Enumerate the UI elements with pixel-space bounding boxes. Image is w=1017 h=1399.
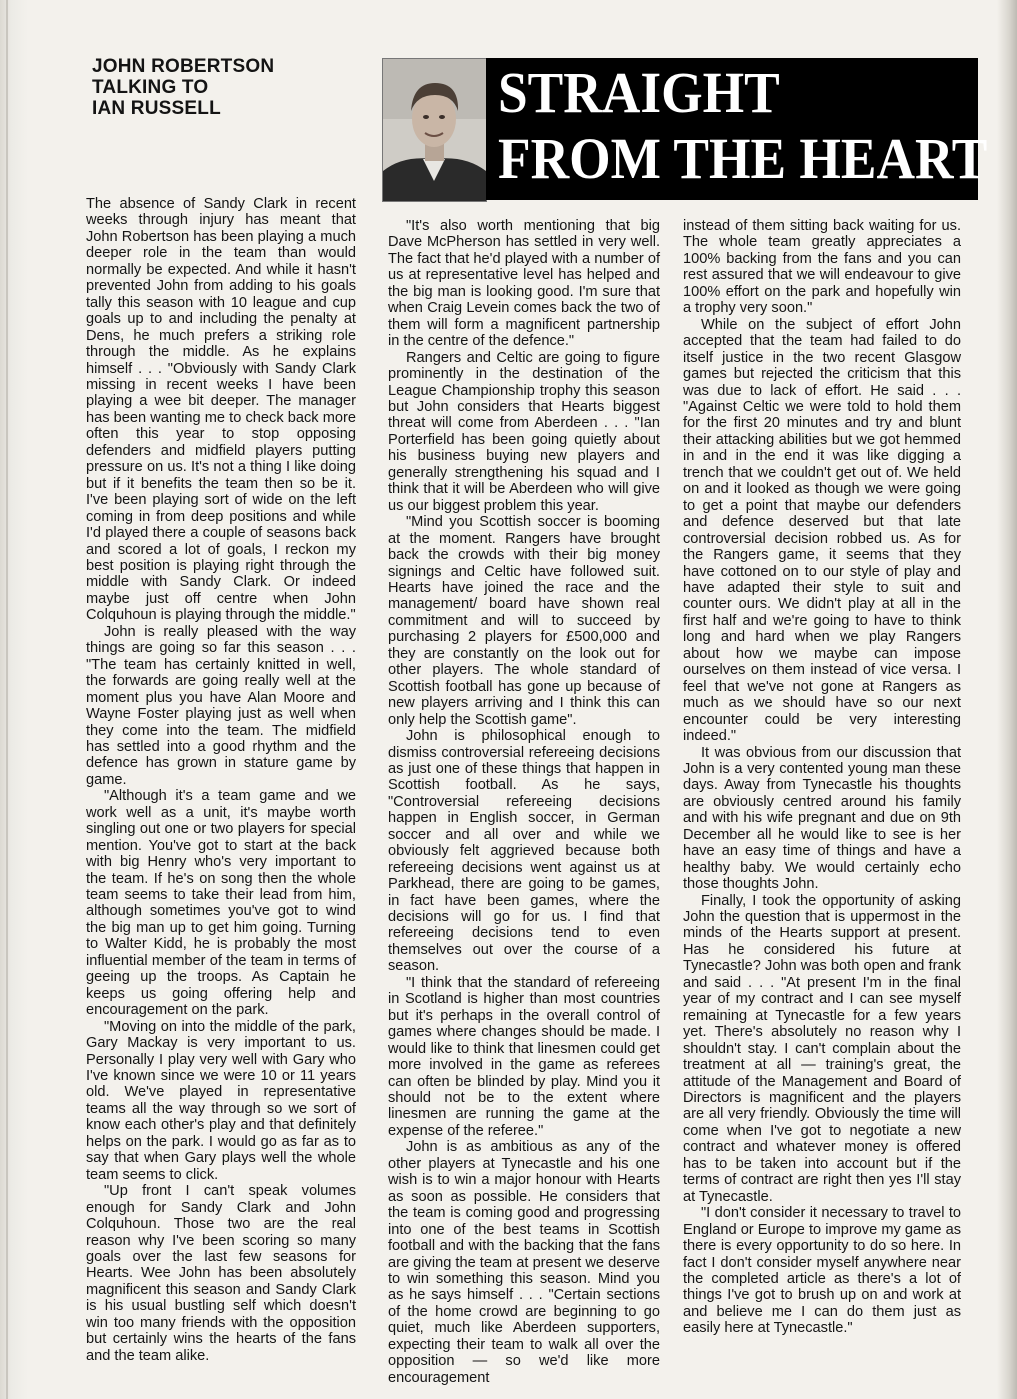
player-portrait-photo xyxy=(382,58,487,202)
article-column-2 xyxy=(388,218,660,1386)
paragraph: "It's also worth mentioning that big Dave McPherson has settled in very well. The fact that he'd played with a number of us at representative level has helped and the big man is looking good. I'm sure that when Craig Levein comes back the two of them will form a magnificent partnership in the centre of the defence." xyxy=(388,218,660,350)
byline-line-2: TALKING TO xyxy=(92,77,209,98)
paragraph: "Moving on into the middle of the park, Gary Mackay is very important to us. Personally I play very well with Gary who I've known since we were 10 or 11 years old. We've played in representative teams all the way through so we sort of know each other's play and that definitely helps on the park. I would go as far as to say that when Gary plays well the whole team seems to click. xyxy=(86,1018,356,1183)
paragraph: "Although it's a team game and we work well as a unit, it's maybe worth singling out one or two players for special mention. You've got to start at the back with big Henry who's very important to the team. If he's on song then the whole team seems to take their lead from him, although sometimes you've got to wind the big man up to get him going. Turning to Walter Kidd, he is probably the most influential member of the team in terms of geeing up the troops. As Captain he keeps us going offering help and encouragement on the park. xyxy=(86,788,356,1019)
article-column-3 xyxy=(683,218,961,1337)
paragraph: While on the subject of effort John accepted that the team had failed to do itself justice in the two recent Glasgow games but rejected the criticism that this was due to lack of effort. He said . . . "Against Celtic we were told to hold them for the first 20 minutes and try and blunt their attacking abilities but we got hemmed in and in the end it was like digging a trench that we couldn't get out of. We held on and it looked as though we were going to get a point that maybe our defenders and defence deserved but that late controversial decision robbed us. As for the Rangers game, it seems that they have cottoned on to our style of play and have adapted their style to suit and counter ours. We didn't play at all in the first half and we're going to have to think long and hard when we play Rangers about how we maybe can impose ourselves on them instead of vice versa. I feel that we've not gone at Rangers as much as we should have so our next encounter could be very interesting indeed." xyxy=(683,316,961,745)
page-binding-line xyxy=(6,0,8,1399)
headline-line-2: FROM THE HEART xyxy=(498,126,988,191)
page-spine-shadow xyxy=(0,0,28,1399)
page-edge-shadow xyxy=(997,0,1017,1399)
paragraph: "I think that the standard of refereeing in Scotland is higher than most countries but it's perhaps in the overall control of games where changes should be made. I would like to think that linesmen could get more involved in the game as referees can often be blinded by play. Mind you it should not be to the extent where linesmen are running the game at the expense of the referee." xyxy=(388,974,660,1139)
paragraph: John is philosophical enough to dismiss controversial refereeing decisions as just one of these things that happen in Scottish football. As he says, "Controversial refereeing decisions happen in English soccer, in German soccer and all over and while we obviously felt aggrieved because both refereeing decisions went against us at Parkhead, there are going to be games, in fact have been games, where the decisions will go for us. I find that refereeing decisions tend to even themselves out over the course of a season. xyxy=(388,728,660,975)
byline-line-1: JOHN ROBERTSON xyxy=(92,56,275,77)
portrait-illustration xyxy=(383,59,486,201)
paragraph: The absence of Sandy Clark in recent weeks through injury has meant that John Robertson has been playing a much deeper role in the team than would normally be expected. And while it hasn't prevented John from adding to his goals tally this season with 10 league and cup goals up to and including the penalty at Dens, he much prefers a striking role through the middle. As he explains himself . . . "Obviously with Sandy Clark missing in recent weeks I have been playing a wee bit deeper. The manager has been wanting me to check back more often this year to stop opposing defenders and midfield players putting pressure on us. It's not a thing I like doing but if it benefits the team then so be it. I've been playing sort of wide on the left coming in from deep positions and while I'd played there a couple of seasons back and scored a lot of goals, I reckon my best position is playing right through the middle with Sandy Clark. Or indeed maybe just off centre when John Colquhoun is playing through the middle." xyxy=(86,196,356,624)
byline-line-3: IAN RUSSELL xyxy=(92,98,221,119)
paragraph: "I don't consider it necessary to travel to England or Europe to improve my game as there is every opportunity to do so here. In fact I don't consider myself anywhere near the completed article as there's a lot of things I've got to brush up on and work at and believe me I can do them just as easily here at Tynecastle." xyxy=(683,1205,961,1337)
paragraph: John is really pleased with the way things are going so far this season . . . "The team has certainly knitted in well, the forwards are going really well at the moment plus you have Alan Moore and Wayne Foster playing just as well when they come into the team. The midfield has settled into a good rhythm and the defence has grown in stature game by game. xyxy=(86,623,356,788)
paragraph: "Mind you Scottish soccer is booming at the moment. Rangers have brought back the crowds with their big money signings and Celtic have followed suit. Hearts have joined the race and the management/ board have shown real commitment and will to succeed by purchasing 2 players for £500,000 and they are constantly on the look out for other players. The whole standard of Scottish football has gone up because of new players arriving and I think this can only help the Scottish game". xyxy=(388,514,660,728)
paragraph: Finally, I took the opportunity of asking John the question that is uppermost in the minds of the Hearts support at present. Has he considered his future at Tynecastle? John was both open and frank and said . . . "At present I'm in the final year of my contract and I can see myself remaining at Tynecastle for a few years yet. There's absolutely no reason why I shouldn't stay. I can't complain about the treatment at all — training's great, the attitude of the Management and Board of Directors is magnificent and the players are all very friendly. Obviously the time will come when I've got to negotiate a new contract and whatever money is offered has to be taken into account but if the terms of contract are right then yes I'll stay at Tynecastle. xyxy=(683,892,961,1205)
paragraph: instead of them sitting back waiting for us. The whole team greatly appreciates a 100% backing from the fans and you can rest assured that we will endeavour to give 100% effort on the park and hopefully win a trophy very soon." xyxy=(683,218,961,317)
paragraph: "Up front I can't speak volumes enough for Sandy Clark and John Colquhoun. Those two are the real reason why I've been scoring so many goals over the last few seasons for Hearts. Wee John has been absolutely magnificent this season and Sandy Clark is his usual bustling self which doesn't win too many friends with the opposition but certainly wins the hearts of the fans and the team alike. xyxy=(86,1183,356,1364)
paragraph: John is as ambitious as any of the other players at Tynecastle and his one wish is to win a major honour with Hearts as soon as possible. He considers that the team is coming good and progressing into one of the best teams in Scottish football and with the backing that the fans are giving the team at present we deserve to win something this season. Mind you as he says himself . . . "Certain sections of the home crowd are beginning to go quiet, much like Aberdeen supporters, expecting their team to walk all over the opposition — so we'd like more encouragement xyxy=(388,1139,660,1386)
article-headline xyxy=(486,58,988,200)
byline xyxy=(92,56,292,119)
paragraph: It was obvious from our discussion that John is a very contented young man these days. Away from Tynecastle his thoughts are obviously centred around his family and with his wife pregnant and due on 9th December all he would like to see is her have an easy time of things and have a healthy baby. We would certainly echo those thoughts John. xyxy=(683,744,961,893)
paragraph: Rangers and Celtic are going to figure prominently in the destination of the League Championship trophy this season but John considers that Hearts biggest threat will come from Aberdeen . . . "Ian Porterfield has been going quietly about his business buying new players and generally strengthening his squad and I think that it will be Aberdeen who will give us our biggest problem this year. xyxy=(388,349,660,514)
article-column-1 xyxy=(86,196,356,1364)
headline-line-1: STRAIGHT xyxy=(498,60,780,125)
